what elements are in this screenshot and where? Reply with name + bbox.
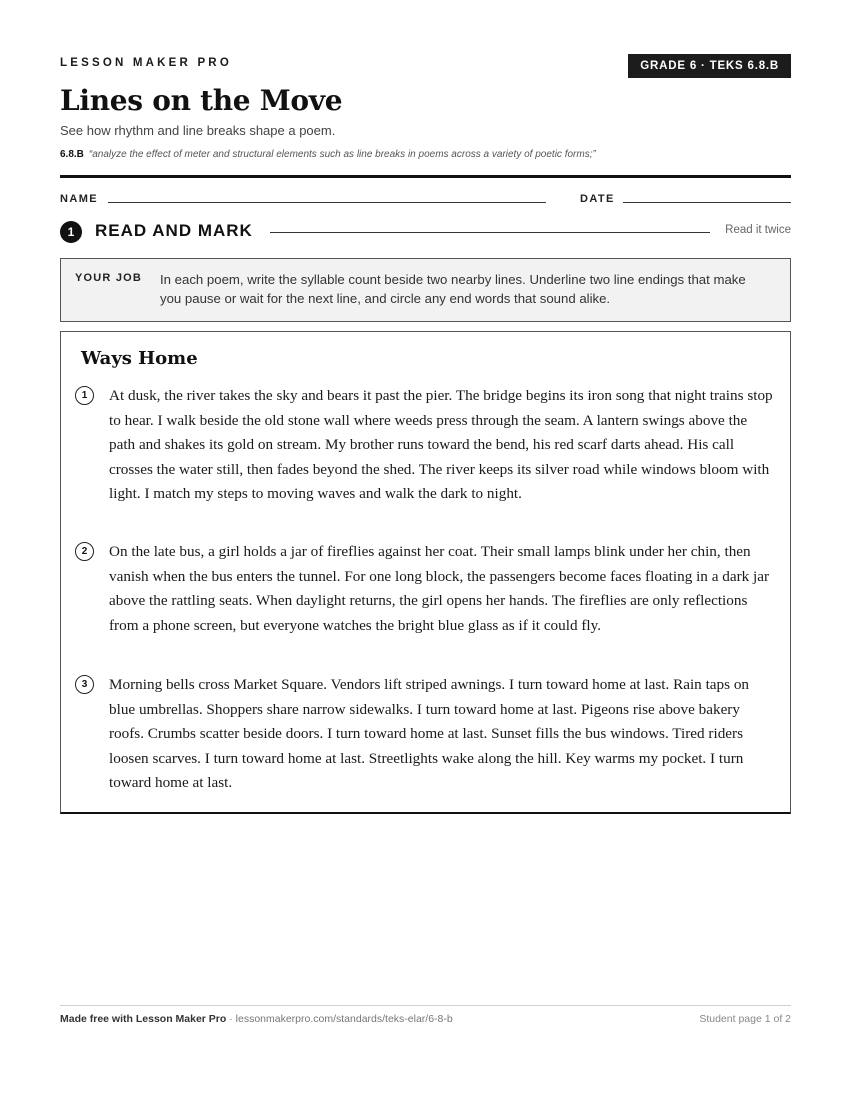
section-divider — [270, 232, 710, 233]
section-note: Read it twice — [725, 224, 791, 236]
page-title: Lines on the Move — [60, 84, 343, 117]
your-job-box — [60, 258, 791, 322]
brand-name: LESSON MAKER PRO — [60, 57, 232, 69]
date-field-line[interactable] — [623, 202, 791, 203]
section-number-badge: 1 — [60, 221, 82, 243]
footer-credit — [60, 1013, 453, 1025]
date-label: DATE — [580, 193, 615, 205]
footer-page-number: Student page 1 of 2 — [699, 1013, 791, 1025]
standard-line — [60, 149, 596, 160]
standard-code: 6.8.B — [60, 149, 84, 160]
page-subtitle: See how rhythm and line breaks shape a poem. — [60, 123, 336, 138]
standard-quote: “analyze the effect of meter and structural elements such as line breaks in poems across a variety of poetic forms;” — [88, 149, 596, 160]
name-field-line[interactable] — [108, 202, 546, 203]
stanza-text: On the late bus, a girl holds a jar of fireflies against her coat. Their small lamps blink under her chin, then vanish when the bus enters the tunnel. For one long block, the passengers become faces floating in a dark jar above the rattling seats. When daylight returns, the girl opens her hands. The fireflies are only reflections from a phone screen, but everyone watches the bright blue glass as if it could fly. — [109, 543, 770, 634]
stanza-text: At dusk, the river takes the sky and bears it past the pier. The bridge begins its iron song that night trains stop to hear. I walk beside the old stone wall where weeds press through the seam. A lantern swings above the path and shakes its gold on stream. My brother runs toward the bend, his red scarf darts ahead. His call crosses the water still, then fades beyond the shed. The river keeps its silver road while windows bloom with light. I match my steps to moving waves and walk the dark to night. — [109, 387, 773, 502]
footer-made-with: Made free with Lesson Maker Pro — [60, 1013, 227, 1025]
section-title: READ AND MARK — [95, 221, 253, 240]
footer-url[interactable]: · lessonmakerpro.com/standards/teks-elar/6-8-b — [226, 1013, 453, 1025]
your-job-text: In each poem, write the syllable count beside two nearby lines. Underline two line endings that make you pause or wait for the next line, and circle any end words that sound alike. — [160, 272, 746, 306]
footer-divider — [60, 1005, 791, 1006]
worksheet-page — [60, 0, 791, 1100]
poem-box — [60, 331, 791, 814]
grade-badge: GRADE 6 · TEKS 6.8.B — [628, 54, 791, 78]
header-divider — [60, 175, 791, 178]
stanza-number: 3 — [75, 675, 94, 694]
stanza-number: 1 — [75, 386, 94, 405]
your-job-label: YOUR JOB — [75, 272, 143, 284]
stanza-number: 2 — [75, 542, 94, 561]
poem-title: Ways Home — [81, 348, 198, 369]
section-header — [60, 220, 791, 244]
name-label: NAME — [60, 193, 98, 205]
stanza-text: Morning bells cross Market Square. Vendors lift striped awnings. I turn toward home at last. Rain taps on blue umbrellas. Shoppers share narrow sidewalks. I turn toward home at last. Pigeons rise above bakery roofs. Crumbs scatter beside doors. I turn toward home at last. Sunset fills the bus windows. Tired riders loosen scarves. I turn toward home at last. Streetlights wake along the hill. Key warms my pocket. I turn toward home at last. — [109, 676, 750, 791]
